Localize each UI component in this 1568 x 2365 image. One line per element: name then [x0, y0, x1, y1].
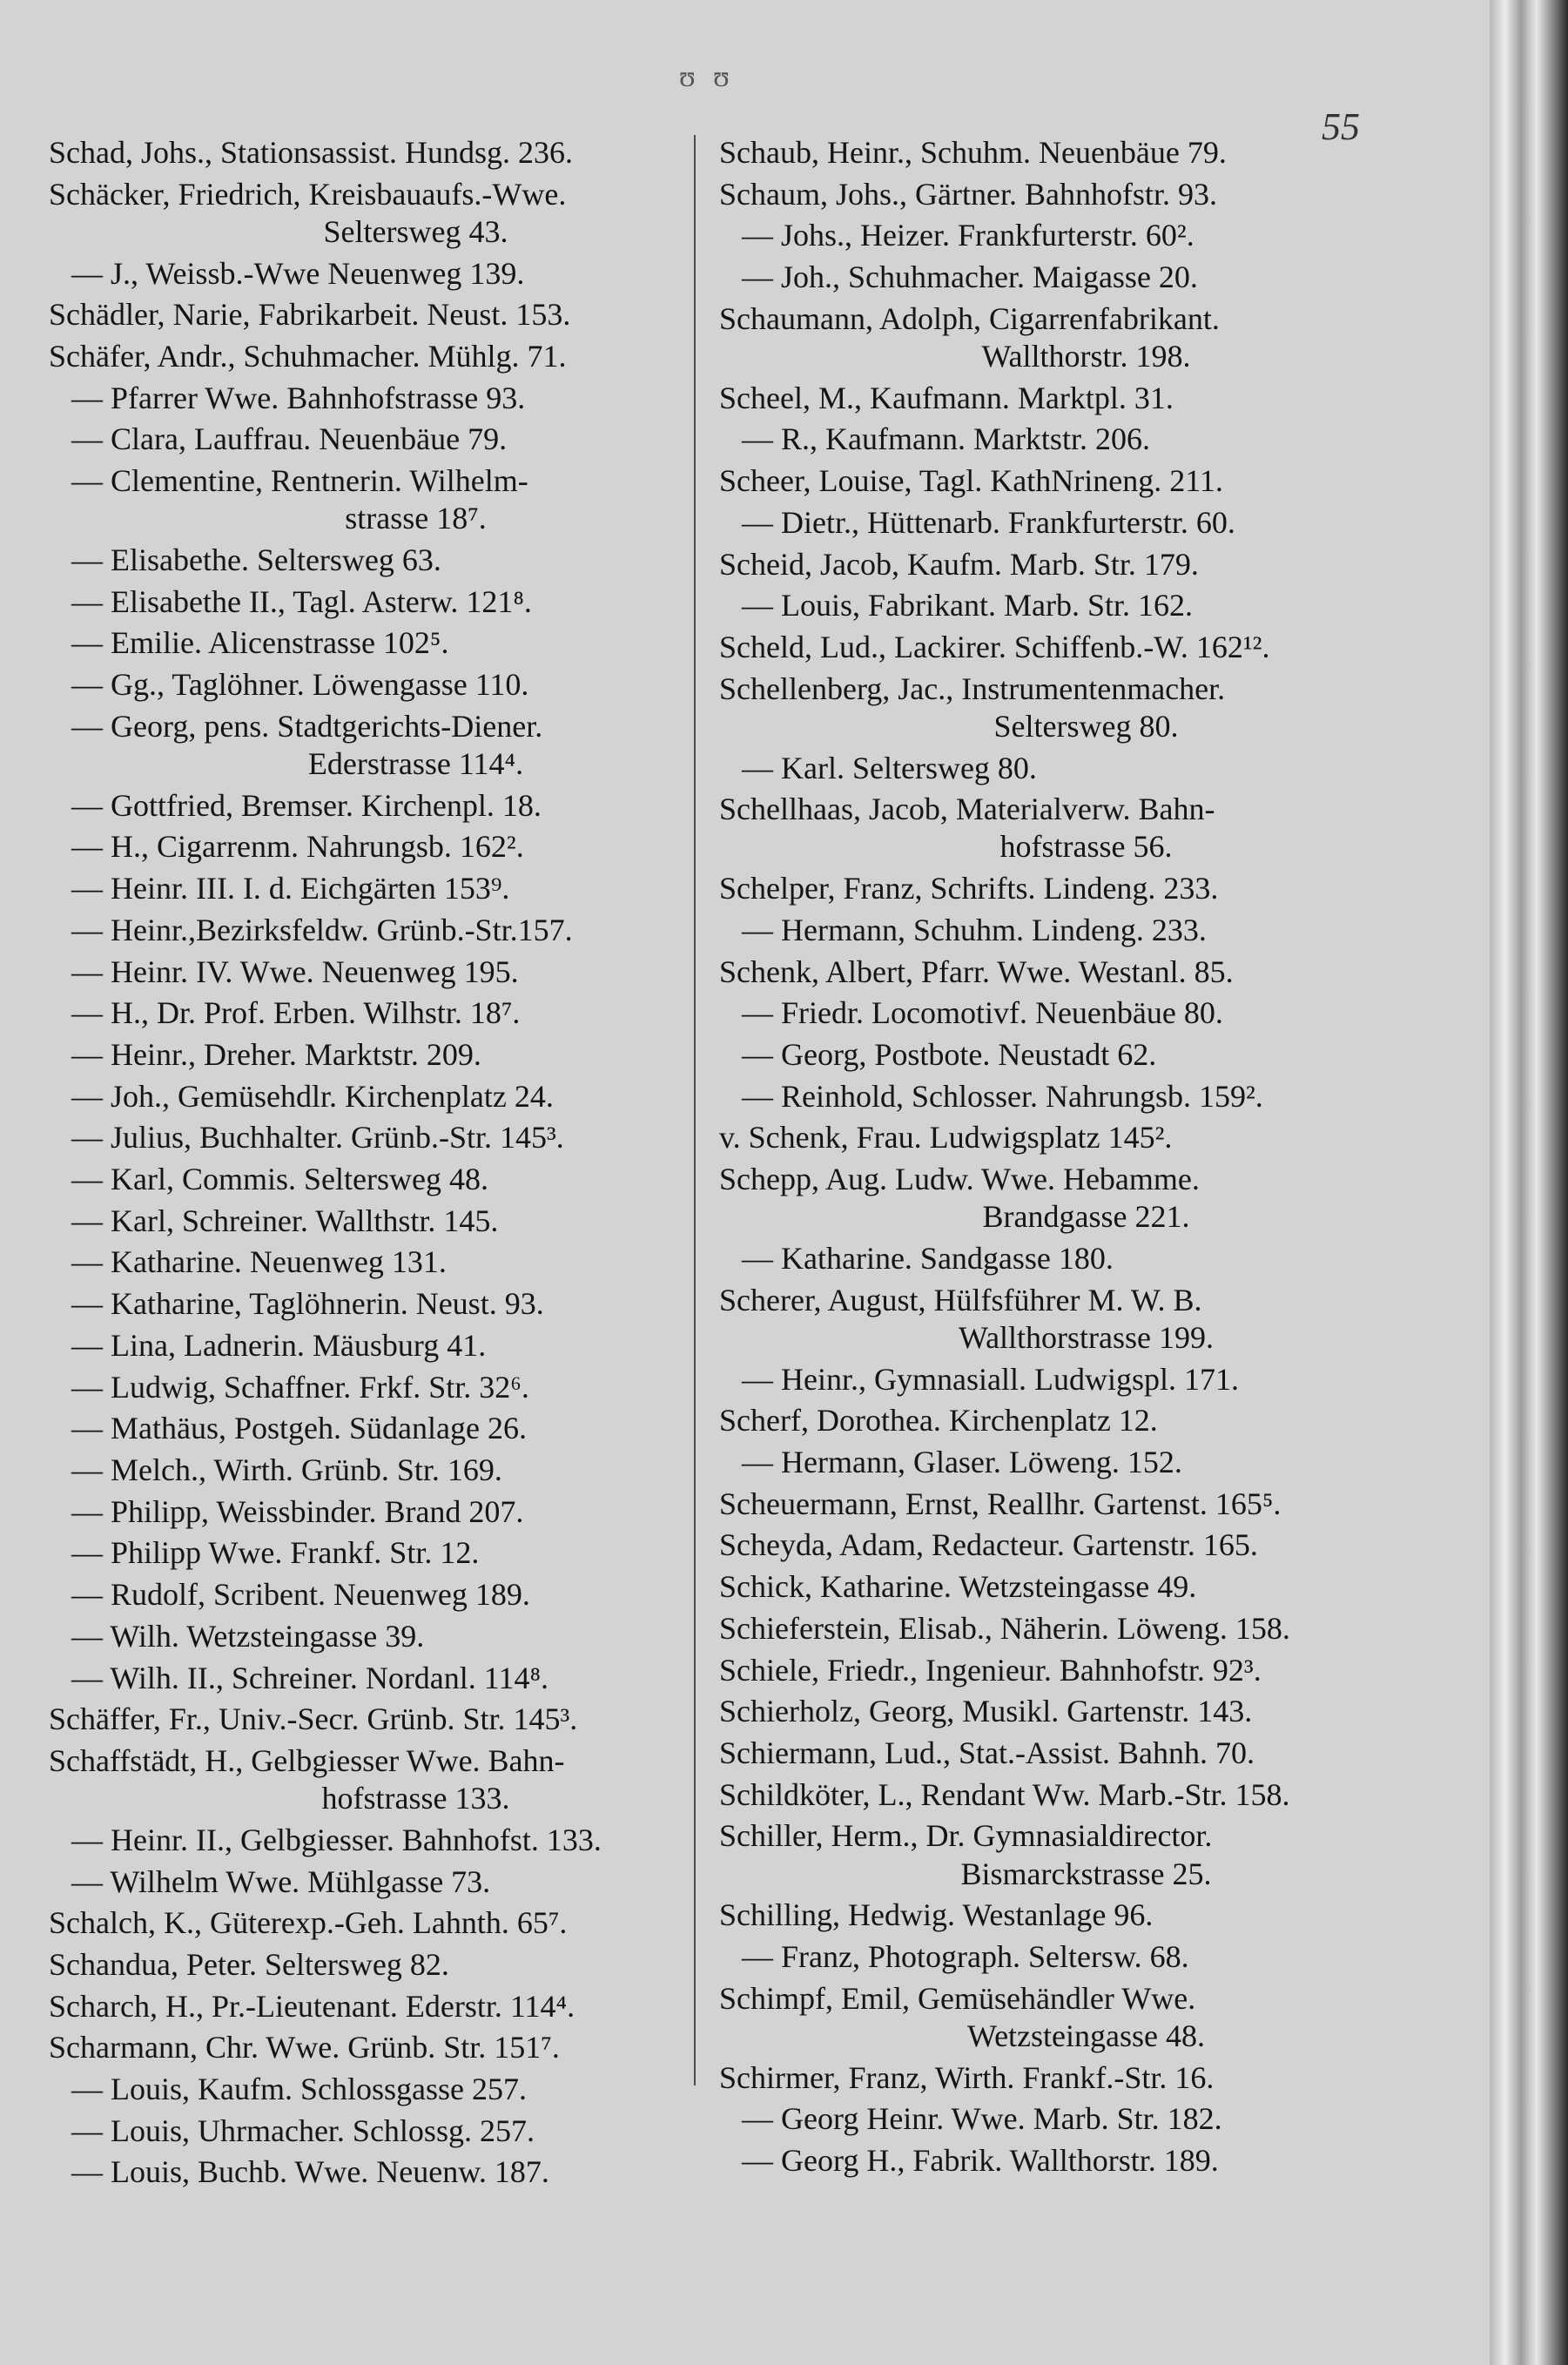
entry-continuation: Bismarckstrasse 25.	[960, 1856, 1212, 1891]
directory-entry	[49, 912, 715, 949]
directory-entry	[49, 2071, 715, 2108]
entry-text: Schad, Johs., Stationsassist. Hundsg. 236.	[49, 135, 574, 170]
entry-text: — Georg H., Fabrik. Wallthorstr. 189.	[742, 2142, 1219, 2178]
page-stack-edge	[1490, 0, 1568, 2365]
directory-entry	[719, 994, 1385, 1032]
directory-entry	[719, 259, 1385, 296]
directory-entry	[49, 1493, 715, 1531]
directory-entry	[719, 670, 1385, 745]
entry-text: — Julius, Buchhalter. Grünb.-Str. 145³.	[71, 1120, 564, 1156]
entry-text: Schiller, Herm., Dr. Gymnasialdirector.	[719, 1818, 1213, 1854]
right-column	[719, 134, 1385, 2184]
entry-text: — H., Cigarrenm. Nahrungsb. 162².	[71, 829, 524, 865]
entry-text: Schaumann, Adolph, Cigarrenfabrikant.	[719, 300, 1220, 336]
entry-text: — Lina, Ladnerin. Mäusburg 41.	[71, 1327, 487, 1363]
entry-text: — Joh., Gemüsehdlr. Kirchenplatz 24.	[71, 1078, 554, 1114]
entry-text: — Louis, Uhrmacher. Schlossg. 257.	[71, 2112, 535, 2148]
entry-text: — Wilhelm Wwe. Mühlgasse 73.	[71, 1863, 491, 1899]
directory-entry	[719, 1402, 1385, 1439]
entry-text: — Reinhold, Schlosser. Nahrungsb. 159².	[742, 1078, 1263, 1114]
directory-entry	[49, 787, 715, 825]
directory-entry	[719, 2100, 1385, 2138]
left-column	[49, 134, 715, 2195]
entry-continuation: hofstrasse 56.	[999, 829, 1173, 865]
header-mark: ʊ ʊ	[679, 61, 735, 93]
directory-entry	[49, 1078, 715, 1115]
directory-entry	[49, 624, 715, 662]
directory-entry	[719, 1036, 1385, 1074]
directory-entry	[719, 217, 1385, 254]
entry-text: — Franz, Photograph. Seltersw. 68.	[742, 1938, 1189, 1974]
directory-entry	[49, 421, 715, 458]
entry-text: — Elisabethe. Seltersweg 63.	[71, 542, 441, 578]
entry-continuation: Brandgasse 221.	[982, 1199, 1190, 1235]
directory-entry	[719, 870, 1385, 907]
entry-text: — Georg Heinr. Wwe. Marb. Str. 182.	[742, 2101, 1222, 2137]
entry-text: Schick, Katharine. Wetzsteingasse 49.	[719, 1569, 1197, 1605]
entry-text: — Katharine, Taglöhnerin. Neust. 93.	[71, 1286, 544, 1322]
directory-entry	[719, 791, 1385, 866]
entry-text: Schilling, Hedwig. Westanlage 96.	[719, 1897, 1154, 1933]
directory-entry	[719, 300, 1385, 375]
directory-entry	[49, 1988, 715, 2025]
directory-entry	[719, 1078, 1385, 1115]
entry-continuation: Wallthorstr. 198.	[981, 339, 1191, 374]
directory-entry	[49, 1243, 715, 1281]
entry-text: Scharch, H., Pr.-Lieutenant. Ederstr. 114⁴.	[49, 1988, 575, 2024]
directory-entry	[49, 176, 715, 251]
directory-entry	[49, 338, 715, 375]
page-number: 55	[1322, 105, 1360, 148]
directory-entry	[49, 1822, 715, 1859]
directory-entry	[719, 1652, 1385, 1689]
entry-text: Schaub, Heinr., Schuhm. Neuenbäue 79.	[719, 135, 1227, 170]
entry-text: — Joh., Schuhmacher. Maigasse 20.	[742, 259, 1198, 295]
directory-entry	[719, 2142, 1385, 2180]
entry-text: Schalch, K., Güterexp.-Geh. Lahnth. 65⁷.	[49, 1905, 568, 1941]
directory-entry	[719, 1776, 1385, 1814]
directory-entry	[719, 1282, 1385, 1357]
entry-text: — Pfarrer Wwe. Bahnhofstrasse 93.	[71, 380, 526, 415]
directory-entry	[719, 1980, 1385, 2055]
entry-text: — Friedr. Locomotivf. Neuenbäue 80.	[742, 995, 1223, 1031]
directory-entry	[49, 828, 715, 866]
entry-continuation: Seltersweg 43.	[323, 213, 508, 249]
directory-entry	[719, 629, 1385, 666]
directory-entry	[719, 1119, 1385, 1156]
entry-text: Schaffstädt, H., Gelbgiesser Wwe. Bahn-	[49, 1742, 565, 1778]
directory-entry	[49, 1742, 715, 1817]
entry-text: — Karl, Schreiner. Wallthstr. 145.	[71, 1203, 499, 1238]
directory-entry	[49, 542, 715, 579]
entry-continuation: hofstrasse 133.	[321, 1781, 510, 1816]
directory-entry	[719, 750, 1385, 787]
entry-text: Scheel, M., Kaufmann. Marktpl. 31.	[719, 380, 1174, 415]
entry-text: Schellhaas, Jacob, Materialverw. Bahn-	[719, 792, 1215, 827]
entry-text: — Dietr., Hüttenarb. Frankfurterstr. 60.	[742, 504, 1235, 540]
entry-text: — Gg., Taglöhner. Löwengasse 110.	[71, 667, 529, 703]
directory-entry	[49, 994, 715, 1032]
directory-entry	[719, 953, 1385, 991]
directory-entry	[719, 1817, 1385, 1892]
entry-text: — Wilh. Wetzsteingasse 39.	[71, 1618, 425, 1654]
entry-text: Schädler, Narie, Fabrikarbeit. Neust. 153.	[49, 297, 571, 333]
entry-text: — Emilie. Alicenstrasse 102⁵.	[71, 625, 449, 661]
entry-text: Schiermann, Lud., Stat.-Assist. Bahnh. 70.	[719, 1735, 1255, 1770]
entry-text: — Heinr. III. I. d. Eichgärten 153⁹.	[71, 871, 510, 906]
entry-text: Schildköter, L., Rendant Ww. Marb.-Str. 158.	[719, 1776, 1290, 1812]
entry-text: v. Schenk, Frau. Ludwigsplatz 145².	[719, 1120, 1173, 1156]
directory-entry	[719, 380, 1385, 417]
entry-text: Scheyda, Adam, Redacteur. Gartenstr. 165.	[719, 1527, 1258, 1563]
entry-text: — Johs., Heizer. Frankfurterstr. 60².	[742, 218, 1195, 253]
entry-text: — Clara, Lauffrau. Neuenbäue 79.	[71, 421, 508, 457]
entry-text: — Philipp, Weissbinder. Brand 207.	[71, 1493, 524, 1529]
entry-continuation: Wallthorstrasse 199.	[958, 1319, 1215, 1355]
entry-text: — Heinr. II., Gelbgiesser. Bahnhofst. 133.	[71, 1822, 602, 1857]
directory-entry	[49, 1327, 715, 1364]
entry-text: — Karl, Commis. Seltersweg 48.	[71, 1162, 488, 1197]
entry-text: — Heinr., Dreher. Marktstr. 209.	[71, 1036, 481, 1072]
entry-text: — Clementine, Rentnerin. Wilhelm-	[71, 463, 528, 499]
directory-entry	[49, 2112, 715, 2150]
entry-text: Scheer, Louise, Tagl. KathNrineng. 211.	[719, 463, 1223, 499]
entry-text: — Louis, Buchb. Wwe. Neuenw. 187.	[71, 2154, 549, 2190]
directory-entry	[49, 1203, 715, 1240]
directory-entry	[719, 462, 1385, 500]
directory-entry	[49, 1119, 715, 1156]
directory-entry	[49, 870, 715, 907]
entry-text: — Katharine. Neuenweg 131.	[71, 1244, 447, 1280]
entry-text: — Gottfried, Bremser. Kirchenpl. 18.	[71, 787, 542, 823]
directory-entry	[49, 1660, 715, 1697]
directory-entry	[49, 296, 715, 334]
entry-text: — Philipp Wwe. Frankf. Str. 12.	[71, 1535, 480, 1571]
directory-entry	[719, 1735, 1385, 1772]
directory-entry	[719, 176, 1385, 213]
directory-entry	[49, 255, 715, 293]
directory-entry	[49, 462, 715, 537]
entry-text: Scheuermann, Ernst, Reallhr. Gartenst. 165⁵.	[719, 1486, 1282, 1521]
directory-entry	[49, 953, 715, 991]
entry-text: Schäfer, Andr., Schuhmacher. Mühlg. 71.	[49, 339, 567, 374]
entry-text: — Georg, Postbote. Neustadt 62.	[742, 1036, 1157, 1072]
entry-text: — Karl. Seltersweg 80.	[742, 750, 1037, 785]
entry-text: Schäcker, Friedrich, Kreisbauaufs.-Wwe.	[49, 176, 567, 212]
directory-entry	[719, 1361, 1385, 1398]
entry-text: Scheld, Lud., Lackirer. Schiffenb.-W. 162¹².	[719, 629, 1270, 664]
entry-continuation: strasse 18⁷.	[345, 501, 487, 536]
directory-entry	[719, 1240, 1385, 1277]
entry-text: Schäffer, Fr., Univ.-Secr. Grünb. Str. 145³.	[49, 1701, 578, 1737]
directory-entry	[719, 2059, 1385, 2097]
directory-entry	[49, 1534, 715, 1572]
directory-entry	[49, 1161, 715, 1198]
directory-entry	[719, 1444, 1385, 1481]
entry-text: — R., Kaufmann. Marktstr. 206.	[742, 421, 1150, 457]
entry-continuation: Ederstrasse 114⁴.	[307, 746, 524, 782]
directory-entry	[49, 134, 715, 172]
entry-text: Schieferstein, Elisab., Näherin. Löweng. 158.	[719, 1610, 1290, 1646]
entry-text: Scharmann, Chr. Wwe. Grünb. Str. 151⁷.	[49, 2030, 560, 2065]
directory-entry	[49, 1285, 715, 1323]
directory-entry	[719, 1938, 1385, 1976]
directory-entry	[49, 1863, 715, 1901]
directory-entry	[49, 2153, 715, 2191]
directory-entry	[719, 587, 1385, 624]
directory-entry	[719, 504, 1385, 542]
directory-entry	[49, 1410, 715, 1447]
directory-entry	[49, 380, 715, 417]
directory-entry	[49, 1618, 715, 1655]
directory-entry	[719, 546, 1385, 583]
entry-text: Schierholz, Georg, Musikl. Gartenstr. 143.	[719, 1694, 1253, 1729]
directory-entry	[719, 1161, 1385, 1236]
directory-entry	[49, 1946, 715, 1984]
entry-text: — Ludwig, Schaffner. Frkf. Str. 32⁶.	[71, 1369, 529, 1405]
entry-text: Scheid, Jacob, Kaufm. Marb. Str. 179.	[719, 546, 1199, 582]
directory-entry	[49, 708, 715, 783]
entry-text: — J., Weissb.-Wwe Neuenweg 139.	[71, 255, 525, 291]
entry-text: Scherer, August, Hülfsführer M. W. B.	[719, 1282, 1202, 1317]
directory-entry	[49, 1904, 715, 1942]
entry-continuation: Seltersweg 80.	[993, 708, 1179, 744]
directory-entry	[49, 1369, 715, 1406]
directory-entry	[719, 1693, 1385, 1730]
entry-text: — Wilh. II., Schreiner. Nordanl. 114⁸.	[71, 1660, 548, 1695]
entry-text: — Melch., Wirth. Grünb. Str. 169.	[71, 1452, 502, 1487]
entry-text: — Heinr.,Bezirksfeldw. Grünb.-Str.157.	[71, 912, 573, 947]
directory-entry	[719, 1610, 1385, 1647]
column-divider	[694, 135, 696, 2085]
entry-text: Schelper, Franz, Schrifts. Lindeng. 233.	[719, 871, 1219, 906]
entry-text: Scherf, Dorothea. Kirchenplatz 12.	[719, 1403, 1158, 1439]
entry-text: — Elisabethe II., Tagl. Asterw. 121⁸.	[71, 583, 532, 619]
entry-text: Schirmer, Franz, Wirth. Frankf.-Str. 16.	[719, 2059, 1215, 2095]
entry-text: — Georg, pens. Stadtgerichts-Diener.	[71, 708, 543, 744]
entry-text: — H., Dr. Prof. Erben. Wilhstr. 18⁷.	[71, 995, 521, 1031]
directory-entry	[49, 1452, 715, 1489]
entry-text: — Heinr. IV. Wwe. Neuenweg 195.	[71, 953, 519, 989]
entry-text: Schandua, Peter. Seltersweg 82.	[49, 1946, 449, 1982]
directory-entry	[719, 134, 1385, 172]
directory-entry	[49, 2029, 715, 2066]
directory-entry	[719, 912, 1385, 949]
directory-entry	[719, 421, 1385, 458]
directory-entry	[49, 583, 715, 621]
entry-text: — Louis, Kaufm. Schlossgasse 257.	[71, 2072, 527, 2107]
entry-text: Schenk, Albert, Pfarr. Wwe. Westanl. 85.	[719, 953, 1234, 989]
entry-text: — Rudolf, Scribent. Neuenweg 189.	[71, 1577, 530, 1613]
entry-text: — Louis, Fabrikant. Marb. Str. 162.	[742, 588, 1193, 623]
entry-text: Schellenberg, Jac., Instrumentenmacher.	[719, 670, 1226, 706]
entry-text: — Hermann, Schuhm. Lindeng. 233.	[742, 912, 1207, 947]
entry-text: — Hermann, Glaser. Löweng. 152.	[742, 1445, 1182, 1479]
directory-entry	[719, 1526, 1385, 1564]
entry-text: Schimpf, Emil, Gemüsehändler Wwe.	[719, 1980, 1196, 2016]
entry-text: Schaum, Johs., Gärtner. Bahnhofstr. 93.	[719, 176, 1217, 212]
entry-text: — Heinr., Gymnasiall. Ludwigspl. 171.	[742, 1361, 1239, 1397]
directory-entry	[49, 1701, 715, 1738]
directory-entry	[49, 1576, 715, 1614]
directory-entry	[49, 666, 715, 704]
directory-entry	[719, 1568, 1385, 1606]
entry-text: — Mathäus, Postgeh. Südanlage 26.	[71, 1411, 527, 1446]
directory-entry	[719, 1486, 1385, 1523]
entry-continuation: Wetzsteingasse 48.	[966, 2018, 1206, 2053]
directory-entry	[719, 1897, 1385, 1934]
entry-text: — Katharine. Sandgasse 180.	[742, 1240, 1114, 1276]
directory-entry	[49, 1036, 715, 1074]
entry-text: Schepp, Aug. Ludw. Wwe. Hebamme.	[719, 1162, 1200, 1197]
entry-text: Schiele, Friedr., Ingenieur. Bahnhofstr. 92³.	[719, 1652, 1262, 1688]
